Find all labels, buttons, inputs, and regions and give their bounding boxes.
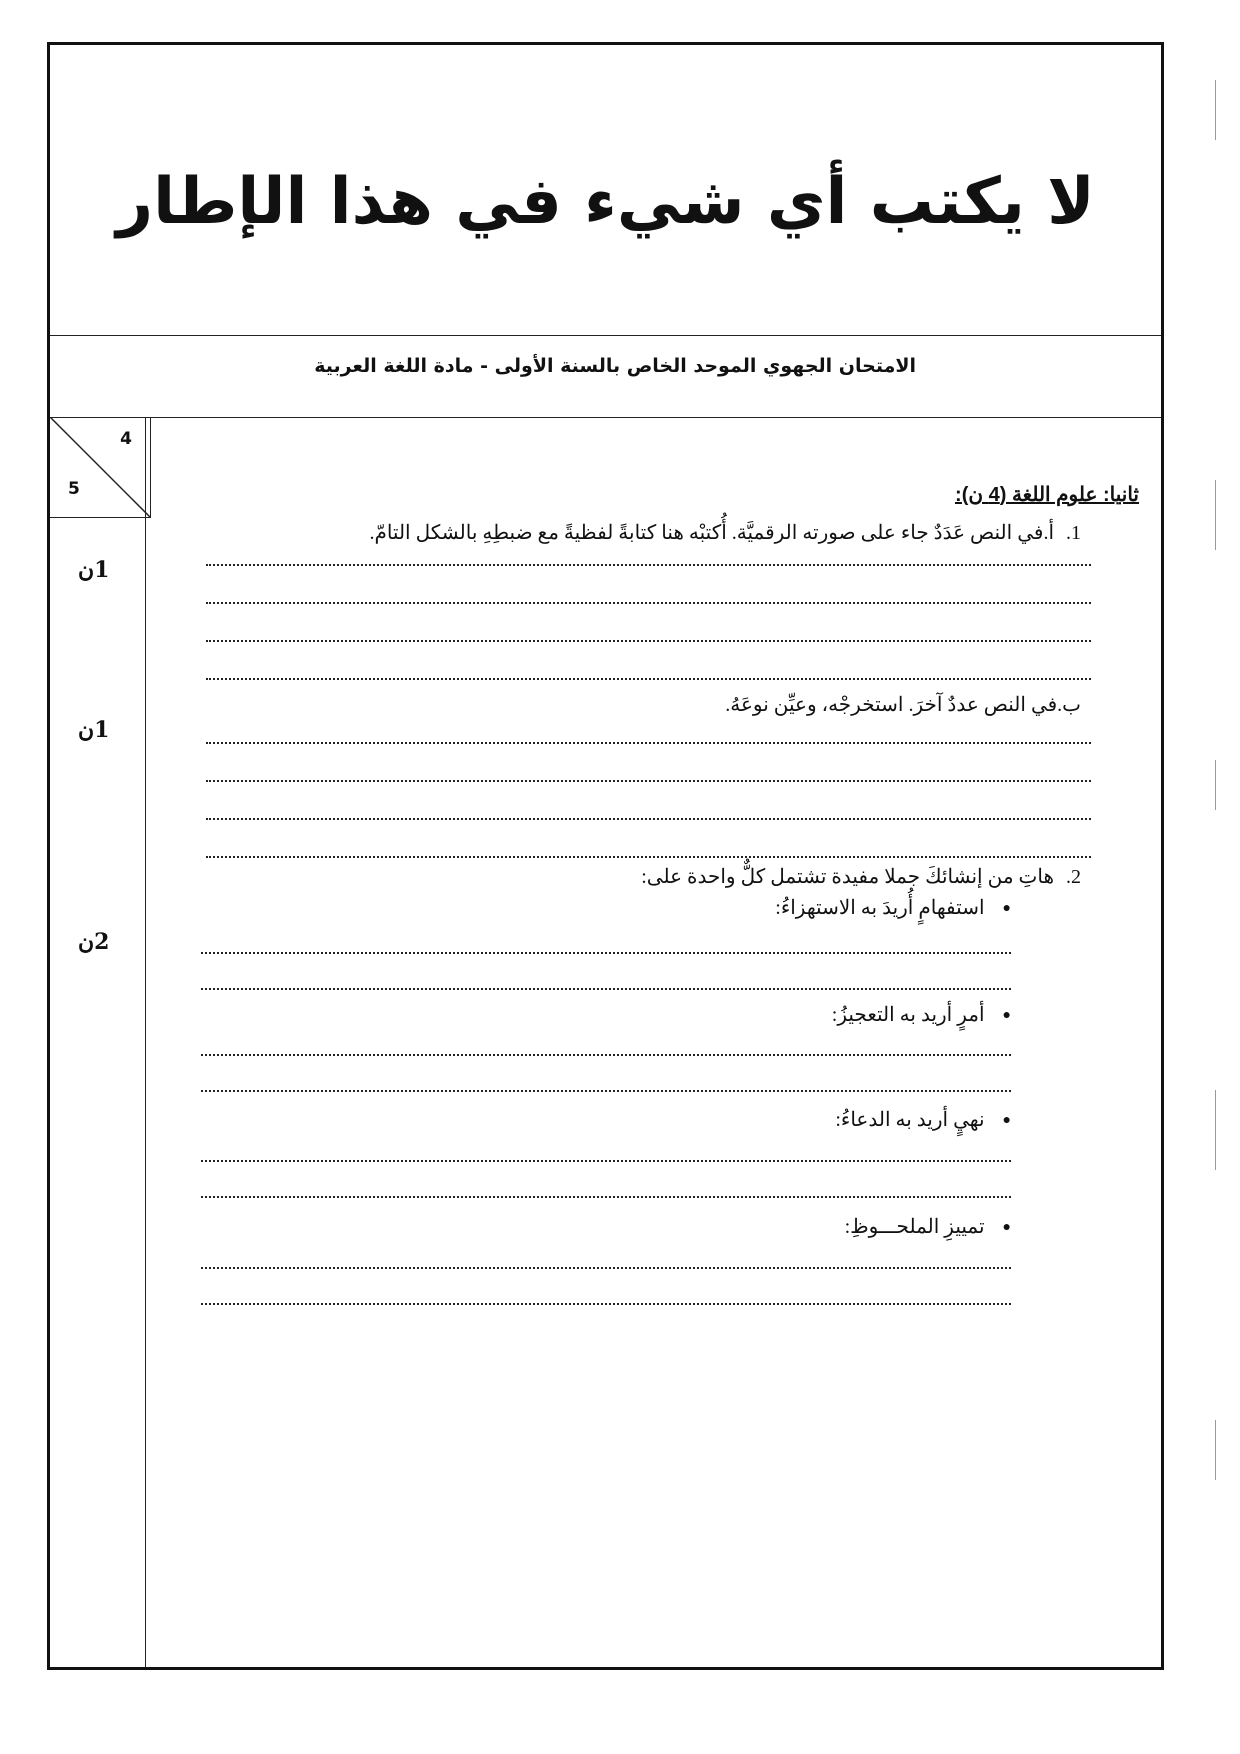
question-number: 2. bbox=[1066, 866, 1081, 888]
answer-line[interactable] bbox=[206, 602, 1091, 604]
scan-artifact bbox=[1215, 80, 1216, 140]
scan-artifact bbox=[1215, 480, 1216, 550]
answer-line[interactable] bbox=[206, 856, 1091, 858]
exam-content bbox=[141, 417, 1161, 1667]
answer-line[interactable] bbox=[201, 952, 1011, 954]
exam-title: الامتحان الجهوي الموحد الخاص بالسنة الأولى - مادة اللغة العربية bbox=[314, 355, 916, 377]
diagonal-divider bbox=[50, 417, 150, 517]
score-column bbox=[50, 417, 146, 1667]
answer-line[interactable] bbox=[206, 780, 1091, 782]
section-title: ثانيا: علوم اللغة (4 ن): bbox=[955, 484, 1139, 506]
page-counter-box bbox=[50, 417, 151, 518]
answer-line[interactable] bbox=[201, 1090, 1011, 1092]
answer-line[interactable] bbox=[201, 1054, 1011, 1056]
bullet-icon: ● bbox=[1002, 1220, 1011, 1236]
question-2-item bbox=[845, 1214, 1011, 1239]
bullet-icon: ● bbox=[1002, 1008, 1011, 1024]
question-2-text: هاتِ من إنشائكَ جملا مفيدة تشتمل كلٌّ واحدة على: bbox=[641, 866, 1054, 888]
question-2-item-text: نهيٍ أريد به الدعاءُ: bbox=[835, 1109, 985, 1131]
scan-artifact bbox=[1215, 1090, 1216, 1170]
question-1a-text: أ.في النص عَدَدٌ جاء على صورته الرقميَّة. أُكتبْه هنا كتابةً لفظيةً مع ضبطِهِ بالشكل التامّ. bbox=[369, 522, 1054, 544]
question-2-item bbox=[775, 895, 1011, 920]
answer-line[interactable] bbox=[201, 1160, 1011, 1162]
banner-text: لا يكتب أي شيء في هذا الإطار bbox=[116, 165, 1095, 239]
question-2-item bbox=[832, 1002, 1011, 1027]
exam-header bbox=[50, 335, 1161, 418]
answer-line[interactable] bbox=[201, 1267, 1011, 1269]
question-2-item-text: تمييزِ الملحـــوظِ: bbox=[844, 1216, 985, 1238]
exam-frame bbox=[47, 42, 1164, 1670]
answer-line[interactable] bbox=[206, 818, 1091, 820]
answer-line[interactable] bbox=[206, 640, 1091, 642]
answer-line[interactable] bbox=[206, 564, 1091, 566]
scan-artifact bbox=[1215, 1420, 1216, 1480]
bullet-icon: ● bbox=[1002, 1113, 1011, 1129]
question-1b-text: ب.في النص عددٌ آخرَ. استخرجْه، وعيِّن نوعَهُ. bbox=[725, 694, 1081, 716]
question-2-item-text: استفهامٍ أُريدَ به الاستهزاءُ: bbox=[775, 897, 985, 919]
page-number: 4 bbox=[120, 429, 132, 449]
scan-artifact bbox=[1215, 760, 1216, 810]
answer-line[interactable] bbox=[201, 988, 1011, 990]
question-1a bbox=[369, 520, 1081, 545]
answer-line[interactable] bbox=[206, 742, 1091, 744]
points-q1b: 1ن bbox=[78, 717, 110, 743]
question-2 bbox=[641, 864, 1081, 889]
points-q2: 2ن bbox=[78, 929, 110, 955]
bullet-icon: ● bbox=[1002, 901, 1011, 917]
answer-line[interactable] bbox=[201, 1303, 1011, 1305]
total-pages: 5 bbox=[68, 479, 80, 499]
do-not-write-banner bbox=[50, 45, 1161, 336]
question-number: 1. bbox=[1066, 522, 1081, 544]
answer-line[interactable] bbox=[206, 678, 1091, 680]
points-q1a: 1ن bbox=[78, 557, 110, 583]
question-2-item bbox=[835, 1107, 1011, 1132]
question-2-item-text: أمرٍ أريد به التعجيزُ: bbox=[831, 1004, 985, 1026]
answer-line[interactable] bbox=[201, 1196, 1011, 1198]
